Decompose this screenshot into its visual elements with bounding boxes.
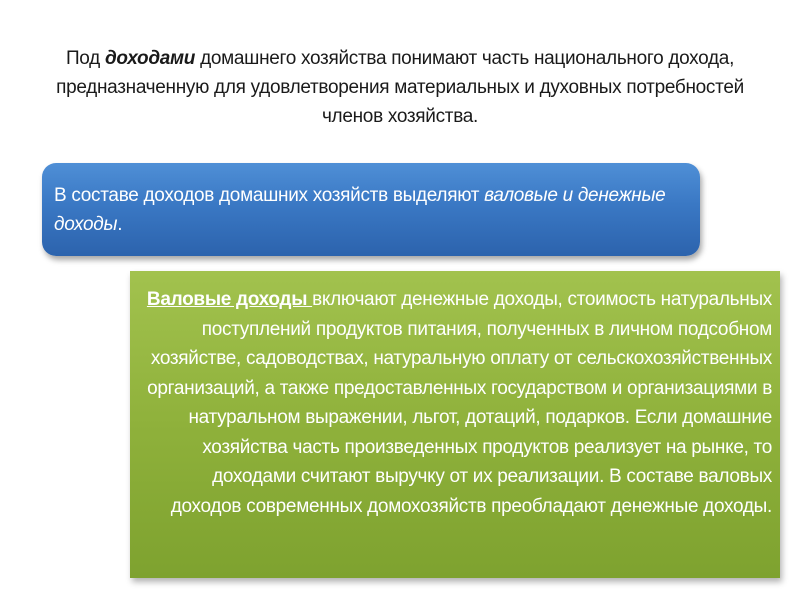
income-types-suffix: . <box>117 214 123 235</box>
income-types-box <box>42 163 700 256</box>
gross-income-box <box>130 271 780 578</box>
gross-income-body: включают денежные доходы, стоимость натуральных поступлений продуктов питания, полученных в личном подсобном хозяйстве, садоводствах, натуральную оплату от сельскохозяйственных организаций, а также предоставленных государством и организациями в натуральном выражении, льгот, дотаций, подарков. Если домашние хозяйства часть произведенных продуктов реализует на рынке, то доходами считают выручку от их реализации. В составе валовых доходов современных домохозяйств преобладают денежные доходы. <box>147 289 772 517</box>
gross-income-term: Валовые доходы <box>146 289 313 310</box>
income-types-prefix: В составе доходов домашних хозяйств выделяют <box>54 185 485 206</box>
intro-definition <box>40 44 760 131</box>
intro-prefix: Под <box>65 48 105 69</box>
income-types-emphasis: валовые и денежные доходы <box>54 185 666 235</box>
intro-emphasis: доходами <box>104 48 196 69</box>
intro-suffix: домашнего хозяйства понимают часть национального дохода, предназначенную для удовлетворения материальных и духовных потребностей членов хозяйства. <box>56 48 744 127</box>
